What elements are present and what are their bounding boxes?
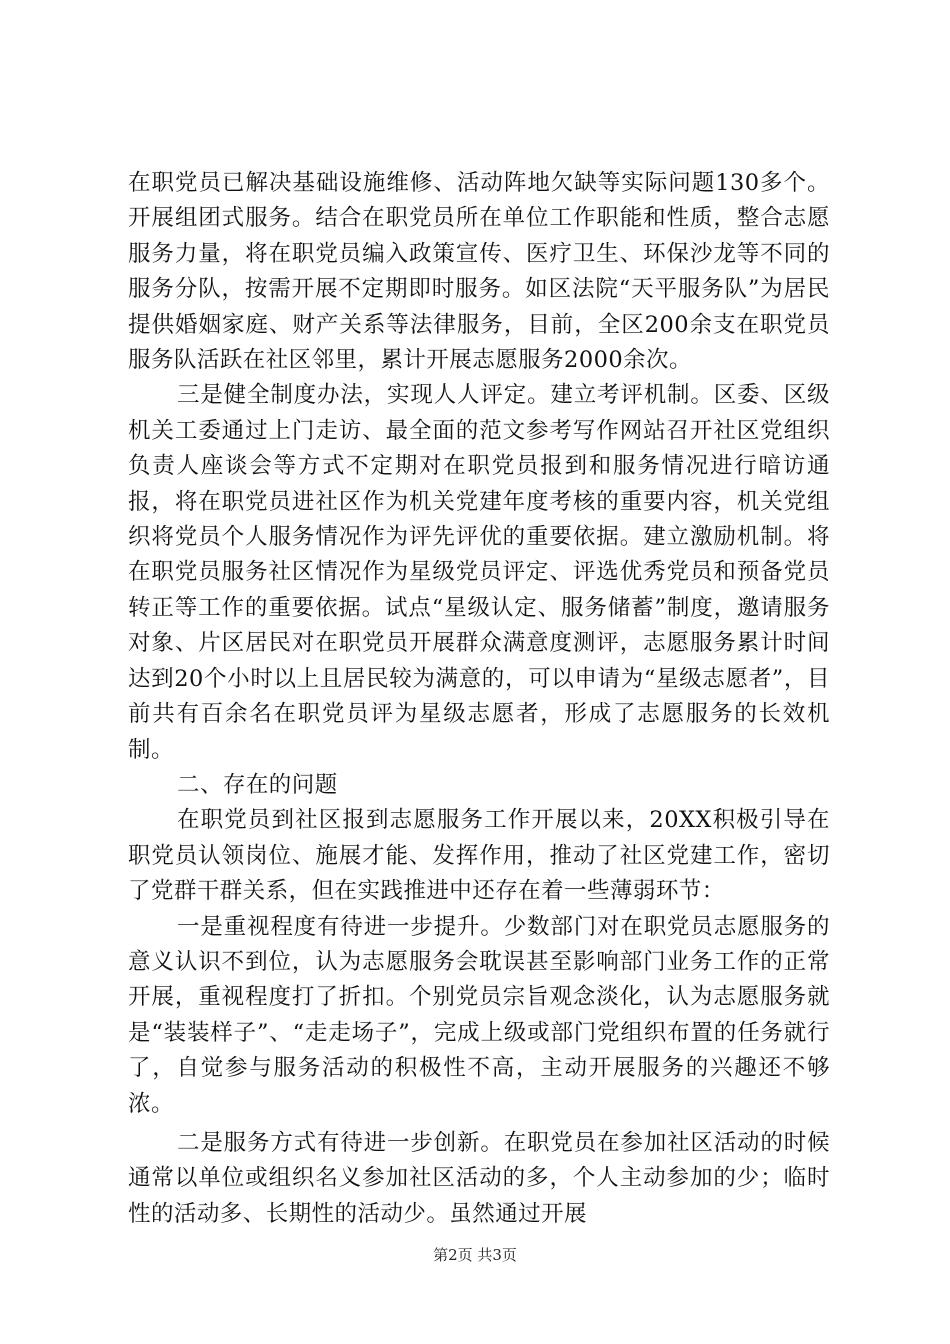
paragraph-problem-two: 二是服务方式有待进一步创新。在职党员在参加社区活动的时候通常以单位或组织名义参加社区活动的多，个人主动参加的少；临时性的活动多、长期性的活动少。虽然通过开展 — [128, 1129, 830, 1227]
section-heading-problems: 二、存在的问题 — [177, 771, 338, 798]
page-footer: 第2页 共3页 — [433, 1246, 517, 1264]
paragraph-problem-one: 一是重视程度有待进一步提升。少数部门对在职党员志愿服务的意义认识不到位，认为志愿服务会耽误甚至影响部门业务工作的正常开展，重视程度打了折扣。个别党员宗旨观念淡化，认为志愿服务就是“装装样子”、“走走场子”，完成上级或部门党组织布置的任务就行了，自觉参与服务活动的积极性不高，主动开展服务的兴趣还不够浓。 — [128, 913, 830, 1117]
document-body — [128, 166, 830, 1232]
paragraph-continuation: 在职党员已解决基础设施维修、活动阵地欠缺等实际问题130多个。开展组团式服务。结合在职党员所在单位工作职能和性质，整合志愿服务力量，将在职党员编入政策宣传、医疗卫生、环保沙龙等不同的服务分队，按需开展不定期即时服务。如区法院“天平服务队”为居民提供婚姻家庭、财产关系等法律服务，目前，全区200余支在职党员服务队活跃在社区邻里，累计开展志愿服务2000余次。 — [128, 170, 830, 374]
paragraph-system-evaluation: 三是健全制度办法，实现人人评定。建立考评机制。区委、区级机关工委通过上门走访、最全面的范文参考写作网站召开社区党组织负责人座谈会等方式不定期对在职党员报到和服务情况进行暗访通报，将在职党员进社区作为机关党建年度考核的重要内容，机关党组织将党员个人服务情况作为评先评优的重要依据。建立激励机制。将在职党员服务社区情况作为星级党员评定、评选优秀党员和预备党员转正等工作的重要依据。试点“星级认定、服务储蓄”制度，邀请服务对象、片区居民对在职党员开展群众满意度测评，志愿服务累计时间达到20个小时以上且居民较为满意的，可以申请为“星级志愿者”，目前共有百余名在职党员评为星级志愿者，形成了志愿服务的长效机制。 — [128, 382, 830, 763]
paragraph-problems-intro: 在职党员到社区报到志愿服务工作开展以来，20XX积极引导在职党员认领岗位、施展才能、发挥作用，推动了社区党建工作，密切了党群干群关系，但在实践推进中还存在着一些薄弱环节： — [128, 807, 830, 905]
